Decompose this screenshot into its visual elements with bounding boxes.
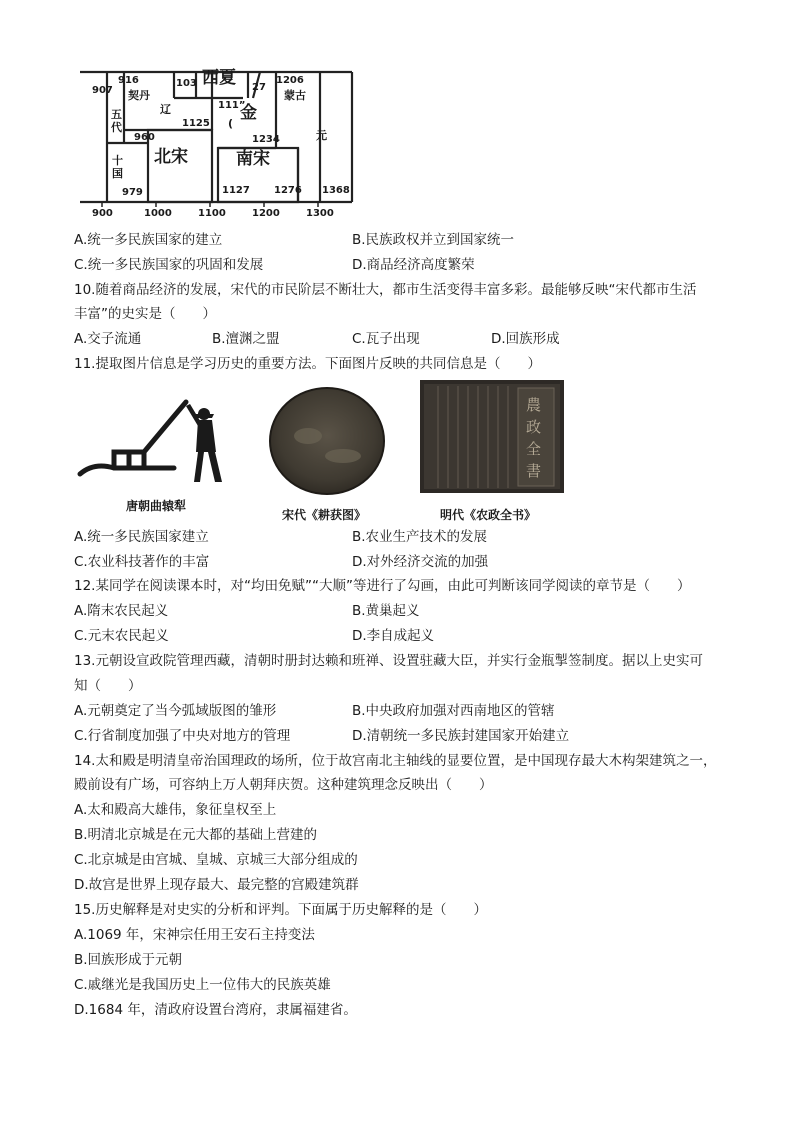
- q15-option-b: B.回族形成于元朝: [74, 952, 183, 968]
- q14-option-d: D.故宫是世界上现存最大、最完整的宫殿建筑群: [74, 877, 359, 893]
- region-liao: 辽: [160, 103, 171, 116]
- q14-stem-line2: 殿前设有广场，可容纳上万人朝拜庆贺。这种建筑理念反映出（ ）: [74, 777, 493, 793]
- q15-stem: 15.历史解释是对史实的分析和评判。下面属于历史解释的是（ ）: [74, 902, 487, 918]
- q10-stem-line1: 10.随着商品经济的发展，宋代的市民阶层不断壮大，都市生活变得丰富多彩。最能够反映“宋代都市生活: [74, 282, 697, 298]
- q11-option-a: A.统一多民族国家建立: [74, 529, 209, 545]
- caption-song-painting: 宋代《耕获图》: [282, 508, 367, 522]
- q9-option-a: A.统一多民族国家的建立: [74, 232, 223, 248]
- year-1127: 1127: [222, 185, 250, 196]
- year-1368: 1368: [322, 185, 350, 196]
- plough-drawing: [74, 392, 234, 492]
- book-title-label: 農政全書: [526, 396, 542, 480]
- song-painting-image: [268, 386, 386, 496]
- q10-stem-line2: 丰富”的史实是（ ）: [74, 306, 216, 322]
- region-xixia: 西夏: [202, 68, 236, 88]
- ming-book-image: [420, 380, 564, 493]
- q9-option-d: D.商品经济高度繁荣: [352, 257, 475, 273]
- year-111: 111”: [218, 100, 246, 111]
- region-menggu: 蒙古: [284, 89, 306, 102]
- q10-option-a: A.交子流通: [74, 331, 142, 347]
- axis-tick-1000: 1000: [144, 208, 172, 219]
- region-wudai: 五 代: [111, 108, 122, 134]
- q10-option-b: B.澶渊之盟: [212, 331, 280, 347]
- q13-option-a: A.元朝奠定了当今弧域版图的雏形: [74, 703, 277, 719]
- region-beisong: 北宋: [154, 147, 188, 167]
- region-nansong: 南宋: [236, 149, 270, 169]
- q11-option-b: B.农业生产技术的发展: [352, 529, 488, 545]
- q11-stem: 11.提取图片信息是学习历史的重要方法。下面图片反映的共同信息是（ ）: [74, 356, 541, 372]
- q13-stem-line2: 知（ ）: [74, 678, 142, 694]
- year-960: 960: [134, 132, 155, 143]
- timeline-frame: [78, 68, 358, 220]
- q12-option-d: D.李自成起义: [352, 628, 435, 644]
- q12-stem: 12.某同学在阅读课本时，对“均田免赋”“大顺”等进行了勾画，由此可判断该同学阅读的章节是（ ）: [74, 578, 691, 594]
- region-jin: 金: [240, 103, 257, 123]
- q9-option-b: B.民族政权并立到国家统一: [352, 232, 515, 248]
- q13-stem-line1: 13.元朝设宣政院管理西藏，清朝时册封达赖和班禅、设置驻藏大臣，并实行金瓶掣签制度。据以上史实可: [74, 653, 703, 669]
- q12-option-b: B.黄巢起义: [352, 603, 420, 619]
- caption-ming-book: 明代《农政全书》: [440, 508, 537, 522]
- axis-tick-1300: 1300: [306, 208, 334, 219]
- year-103: 103: [176, 78, 197, 89]
- year-1276: 1276: [274, 185, 302, 196]
- year-916: 916: [118, 75, 139, 86]
- year-1125: 1125: [182, 118, 210, 129]
- q9-option-c: C.统一多民族国家的巩固和发展: [74, 257, 264, 273]
- caption-tang-plough: 唐朝曲辕犁: [126, 499, 187, 513]
- q15-option-c: C.戚继光是我国历史上一位伟大的民族英雄: [74, 977, 331, 993]
- axis-tick-1100: 1100: [198, 208, 226, 219]
- region-qidan: 契丹: [128, 89, 150, 102]
- q13-option-b: B.中央政府加强对西南地区的管辖: [352, 703, 555, 719]
- q10-option-c: C.瓦子出现: [352, 331, 420, 347]
- painting-drawing: [268, 386, 386, 496]
- q11-option-c: C.农业科技著作的丰富: [74, 554, 210, 570]
- axis-tick-900: 900: [92, 208, 113, 219]
- tang-plough-image: [74, 392, 234, 492]
- q10-option-d: D.回族形成: [491, 331, 560, 347]
- q12-option-a: A.隋末农民起义: [74, 603, 169, 619]
- q14-option-b: B.明清北京城是在元大都的基础上营建的: [74, 827, 318, 843]
- q14-option-a: A.太和殿高大雄伟，象征皇权至上: [74, 802, 277, 818]
- q11-option-d: D.对外经济交流的加强: [352, 554, 489, 570]
- year-1206: 1206: [276, 75, 304, 86]
- q12-option-c: C.元末农民起义: [74, 628, 169, 644]
- q14-stem-line1: 14.太和殿是明清皇帝治国理政的场所，位于故宫南北主轴线的显要位置，是中国现存最大木构架建筑之一，: [74, 753, 717, 769]
- q13-option-c: C.行省制度加强了中央对地方的管理: [74, 728, 291, 744]
- axis-tick-1200: 1200: [252, 208, 280, 219]
- dynasty-timeline-diagram: [78, 68, 358, 220]
- year-979: 979: [122, 187, 143, 198]
- year-27: 27: [252, 82, 266, 93]
- region-yuan: 元: [316, 129, 327, 142]
- q15-option-d: D.1684 年，清政府设置台湾府，隶属福建省。: [74, 1002, 357, 1018]
- q13-option-d: D.清朝统一多民族封建国家开始建立: [352, 728, 570, 744]
- year-1234: 1234: [252, 134, 280, 145]
- year-907: 907: [92, 85, 113, 96]
- paren-mark: (: [228, 117, 234, 130]
- region-shiguo: 十 国: [112, 154, 123, 180]
- q14-option-c: C.北京城是由宫城、皇城、京城三大部分组成的: [74, 852, 358, 868]
- q15-option-a: A.1069 年，宋神宗任用王安石主持变法: [74, 927, 315, 943]
